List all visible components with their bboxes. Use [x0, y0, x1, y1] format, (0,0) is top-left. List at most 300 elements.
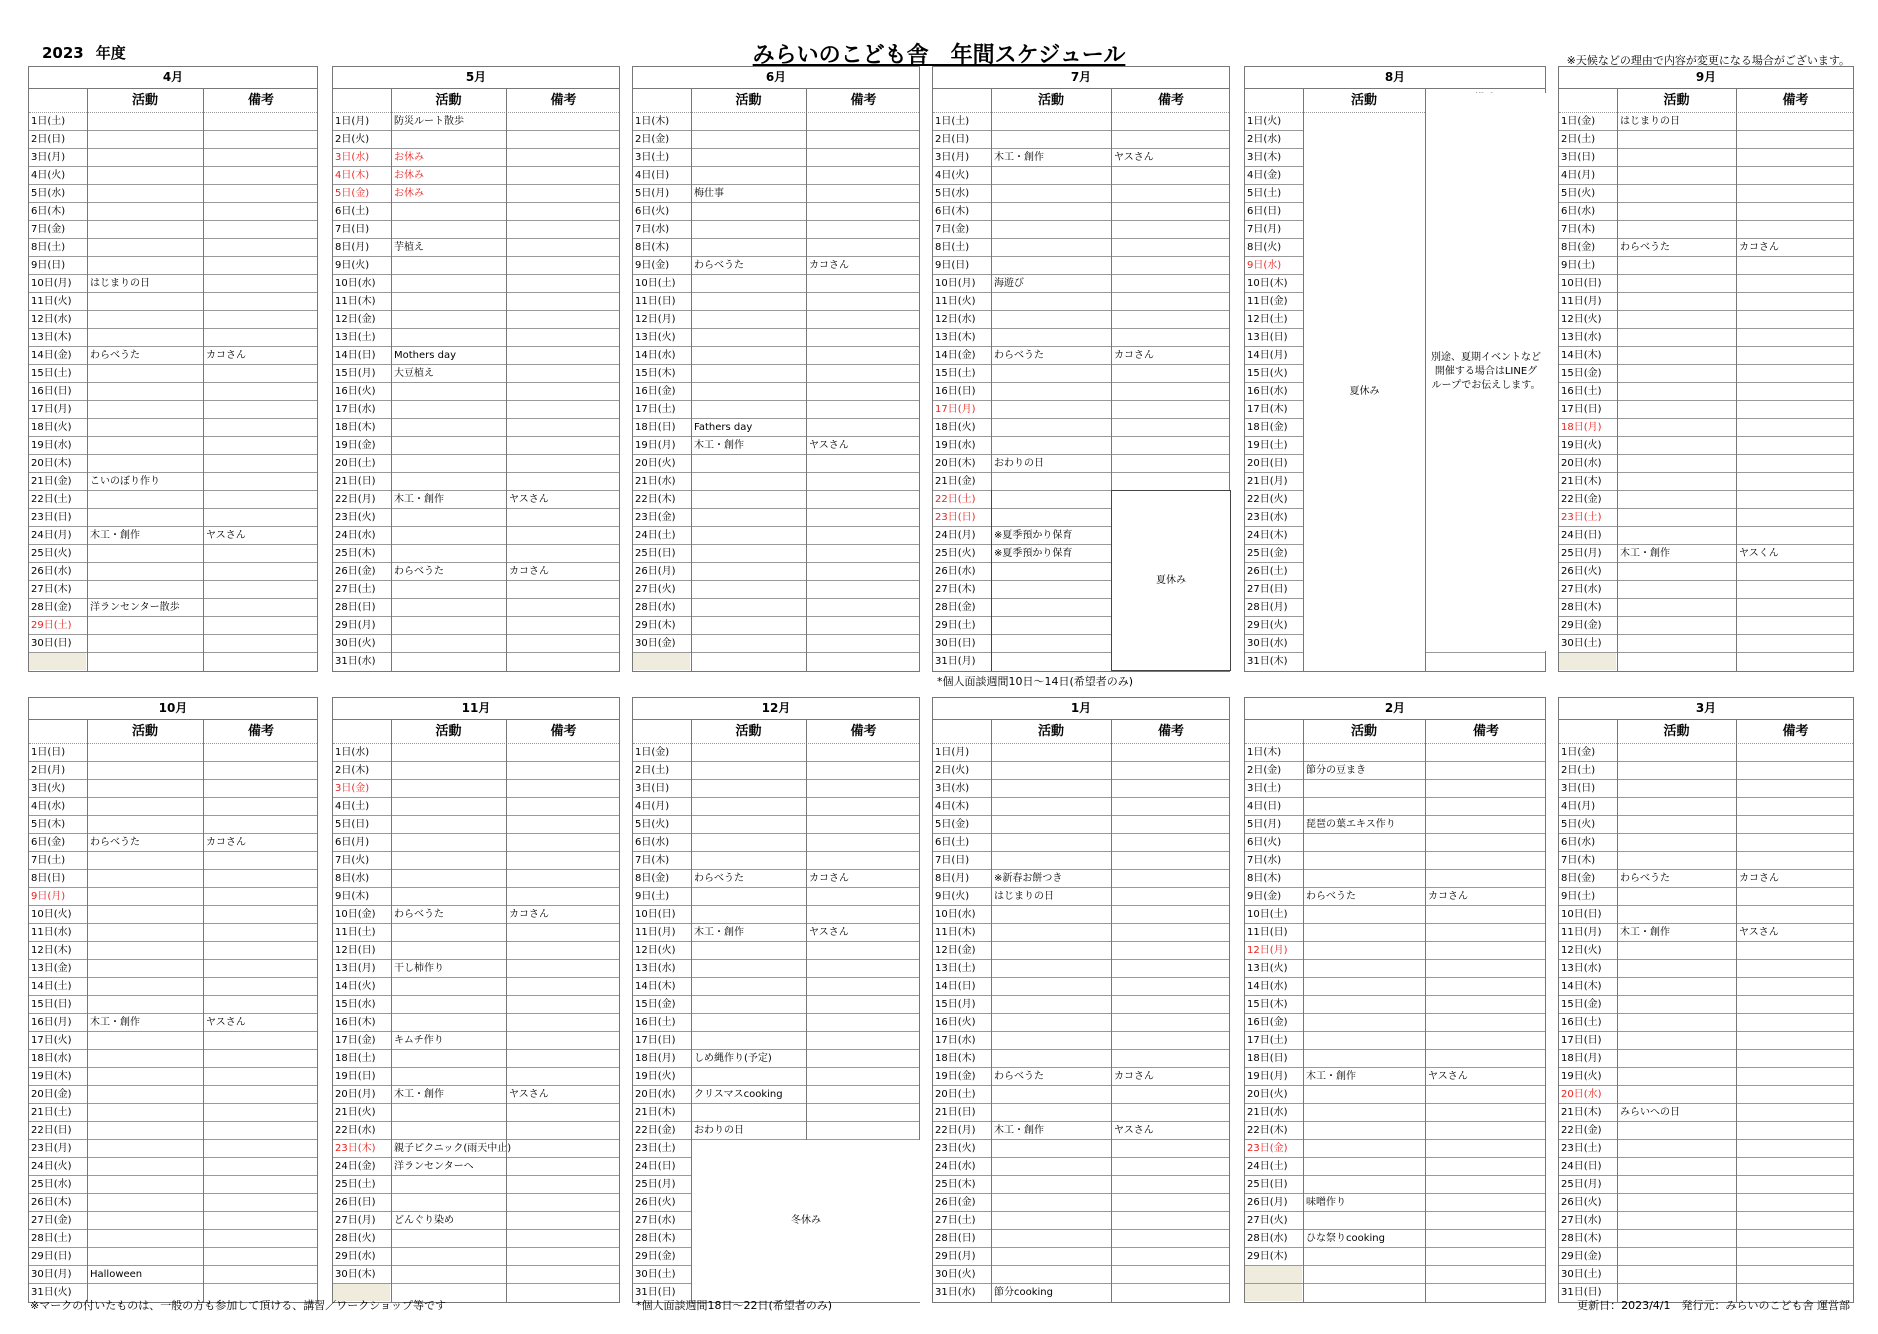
day-date: 5日(火): [1561, 188, 1596, 199]
day-row: [1559, 203, 1853, 221]
day-date: 4日(月): [635, 801, 670, 812]
day-date: 1日(月): [935, 747, 970, 758]
day-row: [1559, 798, 1853, 816]
day-date: 10日(火): [31, 909, 72, 920]
day-date: 12日(金): [335, 314, 376, 325]
notes-header: 備考: [1782, 724, 1809, 739]
day-activity: クリスマスcooking: [694, 1089, 783, 1100]
day-row: [633, 275, 919, 293]
day-row: [633, 978, 919, 996]
day-date: 20日(金): [31, 1089, 72, 1100]
day-row: [633, 293, 919, 311]
day-row: [1559, 1014, 1853, 1032]
day-row: [933, 1158, 1229, 1176]
day-note: ヤスさん: [1114, 1125, 1154, 1136]
day-date: 11日(火): [935, 296, 976, 307]
day-date: 11日(月): [1561, 927, 1602, 938]
day-date: 16日(日): [935, 386, 976, 397]
day-row: [633, 419, 919, 437]
day-date: 12日(月): [1247, 945, 1288, 956]
day-date: 2日(水): [1247, 134, 1282, 145]
day-row: [29, 617, 317, 635]
day-row: [333, 1266, 619, 1284]
day-row: [1559, 617, 1853, 635]
day-date: 26日(金): [935, 1197, 976, 1208]
day-date: 24日(木): [1247, 530, 1288, 541]
day-date: 18日(火): [31, 422, 72, 433]
month-title: 12月: [633, 698, 919, 720]
day-date: 17日(金): [335, 1035, 376, 1046]
day-date: 29日(金): [1561, 1251, 1602, 1262]
day-row: [933, 131, 1229, 149]
day-row: [933, 113, 1229, 131]
day-row: [29, 816, 317, 834]
month-table: [632, 697, 920, 1303]
day-date: 22日(水): [335, 1125, 376, 1136]
day-activity: わらべうた: [1620, 242, 1670, 253]
day-activity: どんぐり染め: [394, 1215, 454, 1226]
day-date: 18日(木): [935, 1053, 976, 1064]
day-date: 14日(月): [1247, 350, 1288, 361]
day-date: 9日(水): [1247, 260, 1282, 271]
day-date: 11日(土): [335, 927, 376, 938]
day-row: [29, 798, 317, 816]
day-row: [633, 239, 919, 257]
day-date: 2日(土): [1561, 765, 1596, 776]
day-date: 17日(日): [1561, 404, 1602, 415]
day-row: [633, 473, 919, 491]
day-date: 31日(火): [31, 1287, 72, 1298]
day-date: 30日(金): [635, 638, 676, 649]
day-row: [1559, 942, 1853, 960]
day-row: [1559, 978, 1853, 996]
day-activity: わらべうた: [1306, 891, 1356, 902]
day-row: [29, 113, 317, 131]
day-row: [933, 834, 1229, 852]
day-row: [333, 167, 619, 185]
day-activity: 防災ルート散歩: [394, 116, 464, 127]
day-date: 15日(火): [1247, 368, 1288, 379]
day-date: 1日(火): [1247, 116, 1282, 127]
day-row: [933, 1230, 1229, 1248]
day-date: 10日(土): [635, 278, 676, 289]
day-row: [933, 365, 1229, 383]
day-date: 1日(金): [1561, 116, 1596, 127]
day-date: 29日(月): [335, 620, 376, 631]
day-date: 11日(金): [1247, 296, 1288, 307]
day-date: 28日(木): [1561, 1233, 1602, 1244]
day-row: [933, 870, 1229, 888]
empty-cell: [633, 653, 690, 670]
summer-break-note: 夏休み: [1111, 490, 1231, 671]
day-row: [633, 744, 919, 762]
day-row: [1559, 239, 1853, 257]
day-date: 19日(金): [335, 440, 376, 451]
month-title: 1月: [933, 698, 1229, 720]
december-interview-note: *個人面談週間18日～22日(希望者のみ): [636, 1299, 833, 1312]
day-row: [933, 960, 1229, 978]
day-row: [1245, 1194, 1545, 1212]
day-date: 30日(土): [1561, 638, 1602, 649]
day-row: [633, 149, 919, 167]
notes-header: 備考: [850, 93, 877, 108]
day-date: 8日(水): [335, 873, 370, 884]
day-activity: 節分cooking: [994, 1287, 1053, 1298]
day-row: [933, 455, 1229, 473]
day-date: 21日(土): [31, 1107, 72, 1118]
day-date: 20日(木): [935, 458, 976, 469]
month-table: [1558, 66, 1854, 672]
day-row: [29, 870, 317, 888]
day-row: [333, 131, 619, 149]
day-row: [1245, 1050, 1545, 1068]
day-activity: わらべうた: [694, 260, 744, 271]
day-date: 9日(金): [1247, 891, 1282, 902]
day-date: 16日(土): [635, 1017, 676, 1028]
day-date: 12日(火): [1561, 945, 1602, 956]
day-row: [333, 798, 619, 816]
notice-text: ※天候などの理由で内容が変更になる場合がございます。: [1566, 54, 1850, 67]
day-row: [29, 906, 317, 924]
day-row: [1559, 1176, 1853, 1194]
day-row: [1559, 744, 1853, 762]
day-row: [1559, 1158, 1853, 1176]
day-row: [1245, 1104, 1545, 1122]
day-date: 26日(火): [1561, 1197, 1602, 1208]
day-date: 30日(火): [335, 638, 376, 649]
day-row: [333, 599, 619, 617]
day-row: [933, 185, 1229, 203]
day-row: [29, 762, 317, 780]
day-row: [1559, 834, 1853, 852]
month-title: 3月: [1559, 698, 1853, 720]
day-date: 6日(月): [335, 837, 370, 848]
day-date: 27日(火): [1247, 1215, 1288, 1226]
day-row: [1559, 545, 1853, 563]
day-row: [333, 113, 619, 131]
day-date: 29日(土): [935, 620, 976, 631]
day-row: [1559, 1104, 1853, 1122]
day-row: [933, 311, 1229, 329]
day-date: 7日(木): [635, 855, 670, 866]
day-row: [29, 888, 317, 906]
day-date: 4日(木): [335, 170, 370, 181]
day-row: [933, 1284, 1229, 1302]
day-date: 8日(土): [935, 242, 970, 253]
day-row: [29, 942, 317, 960]
day-date: 28日(金): [935, 602, 976, 613]
day-date: 1日(月): [335, 116, 370, 127]
day-date: 13日(水): [1561, 963, 1602, 974]
day-date: 17日(日): [635, 1035, 676, 1046]
day-note: ヤスさん: [1428, 1071, 1468, 1082]
day-date: 31日(木): [1247, 656, 1288, 667]
day-activity: 木工・創作: [90, 1017, 140, 1028]
day-date: 12日(水): [935, 314, 976, 325]
day-date: 11日(月): [635, 927, 676, 938]
month-title: 2月: [1245, 698, 1545, 720]
day-row: [29, 1266, 317, 1284]
day-row: [933, 257, 1229, 275]
day-activity: 琵琶の葉エキス作り: [1306, 819, 1396, 830]
day-activity: はじまりの日: [994, 891, 1054, 902]
day-row: [633, 1122, 919, 1140]
day-date: 30日(木): [335, 1269, 376, 1280]
day-row: [333, 527, 619, 545]
day-date: 8日(木): [635, 242, 670, 253]
activity-header: 活動: [1350, 724, 1377, 739]
day-date: 25日(金): [1247, 548, 1288, 559]
day-row: [29, 581, 317, 599]
day-row: [933, 1194, 1229, 1212]
day-date: 6日(金): [31, 837, 66, 848]
day-date: 11日(木): [335, 296, 376, 307]
day-date: 23日(日): [935, 512, 976, 523]
day-row: [1559, 455, 1853, 473]
day-row: [1245, 834, 1545, 852]
day-date: 3日(土): [635, 152, 670, 163]
day-date: 31日(水): [935, 1287, 976, 1298]
activity-header: 活動: [735, 93, 762, 108]
day-activity: 木工・創作: [394, 494, 444, 505]
day-date: 24日(月): [935, 530, 976, 541]
day-row: [633, 509, 919, 527]
day-date: 2日(日): [31, 134, 66, 145]
day-row: [1559, 1230, 1853, 1248]
day-date: 19日(金): [935, 1071, 976, 1082]
day-row: [333, 978, 619, 996]
day-date: 19日(土): [1247, 440, 1288, 451]
day-date: 7日(日): [335, 224, 370, 235]
day-date: 25日(日): [635, 548, 676, 559]
day-date: 22日(木): [635, 494, 676, 505]
day-date: 13日(水): [635, 963, 676, 974]
day-date: 24日(日): [635, 1161, 676, 1172]
day-row: [633, 852, 919, 870]
day-date: 16日(月): [31, 1017, 72, 1028]
day-date: 26日(木): [31, 1197, 72, 1208]
notes-header: 備考: [1782, 93, 1809, 108]
day-date: 19日(日): [335, 1071, 376, 1082]
day-row: [1559, 1068, 1853, 1086]
day-date: 20日(日): [1247, 458, 1288, 469]
day-row: [29, 221, 317, 239]
day-row: [633, 1050, 919, 1068]
day-date: 31日(水): [335, 656, 376, 667]
day-date: 23日(金): [1247, 1143, 1288, 1154]
activity-header: 活動: [1663, 93, 1690, 108]
day-activity: わらべうた: [90, 350, 140, 361]
day-activity: キムチ作り: [394, 1035, 444, 1046]
day-date: 9日(日): [935, 260, 970, 271]
day-date: 17日(水): [935, 1035, 976, 1046]
day-date: 12日(火): [635, 945, 676, 956]
day-row: [333, 383, 619, 401]
day-row: [29, 347, 317, 365]
day-date: 27日(木): [935, 584, 976, 595]
day-row: [633, 491, 919, 509]
day-date: 25日(水): [31, 1179, 72, 1190]
day-date: 30日(日): [31, 638, 72, 649]
day-row: [29, 293, 317, 311]
day-row: [1559, 780, 1853, 798]
month-table: [28, 66, 318, 672]
day-date: 10日(水): [935, 909, 976, 920]
day-date: 24日(日): [1561, 1161, 1602, 1172]
day-date: 10日(日): [635, 909, 676, 920]
day-date: 20日(月): [335, 1089, 376, 1100]
day-activity: おわりの日: [994, 458, 1044, 469]
day-row: [1245, 1068, 1545, 1086]
day-row: [29, 545, 317, 563]
day-row: [29, 275, 317, 293]
day-activity: 洋ランセンター散歩: [90, 602, 180, 613]
activity-header: 活動: [435, 93, 462, 108]
day-row: [29, 1230, 317, 1248]
day-date: 6日(火): [635, 206, 670, 217]
day-row: [933, 293, 1229, 311]
day-row: [933, 852, 1229, 870]
day-row: [1245, 816, 1545, 834]
day-row: [333, 888, 619, 906]
day-row: [1559, 437, 1853, 455]
day-row: [1559, 1050, 1853, 1068]
day-date: 15日(木): [1247, 999, 1288, 1010]
day-row: [1559, 762, 1853, 780]
day-row: [633, 599, 919, 617]
day-row: [333, 924, 619, 942]
day-date: 13日(木): [31, 332, 72, 343]
day-date: 20日(水): [1561, 458, 1602, 469]
day-row: [333, 852, 619, 870]
day-row: [933, 437, 1229, 455]
day-date: 18日(日): [635, 422, 676, 433]
day-note: カコさん: [1114, 1071, 1154, 1082]
day-row: [1245, 996, 1545, 1014]
notes-header: 備考: [1157, 93, 1184, 108]
day-row: [333, 744, 619, 762]
month-title: 8月: [1245, 67, 1545, 89]
day-activity: はじまりの日: [90, 278, 150, 289]
day-date: 4日(日): [635, 170, 670, 181]
day-date: 23日(土): [1561, 1143, 1602, 1154]
day-row: [933, 1086, 1229, 1104]
day-note: カコさん: [1739, 242, 1779, 253]
day-date: 26日(金): [335, 566, 376, 577]
day-date: 1日(木): [635, 116, 670, 127]
day-activity: はじまりの日: [1620, 116, 1680, 127]
day-date: 24日(水): [335, 530, 376, 541]
day-date: 1日(土): [935, 116, 970, 127]
day-activity: 大豆植え: [394, 368, 434, 379]
day-date: 14日(土): [31, 981, 72, 992]
day-date: 10日(日): [1561, 909, 1602, 920]
day-row: [333, 1140, 619, 1158]
day-activity: 木工・創作: [1620, 548, 1670, 559]
day-date: 4日(水): [31, 801, 66, 812]
day-activity: わらべうた: [394, 566, 444, 577]
day-date: 23日(火): [335, 512, 376, 523]
day-row: [29, 852, 317, 870]
day-row: [29, 1176, 317, 1194]
month-table: [332, 697, 620, 1303]
day-date: 10日(土): [1247, 909, 1288, 920]
day-row: [933, 239, 1229, 257]
day-note: カコさん: [1739, 873, 1779, 884]
day-row: [633, 1086, 919, 1104]
day-row: [333, 1248, 619, 1266]
day-row: [29, 365, 317, 383]
day-row: [1559, 1140, 1853, 1158]
day-date: 25日(日): [1247, 1179, 1288, 1190]
day-row: [633, 617, 919, 635]
day-date: 22日(月): [935, 1125, 976, 1136]
day-activity: わらべうた: [394, 909, 444, 920]
day-date: 30日(月): [31, 1269, 72, 1280]
day-date: 1日(金): [1561, 747, 1596, 758]
day-date: 2日(金): [1247, 765, 1282, 776]
day-date: 27日(月): [335, 1215, 376, 1226]
day-date: 25日(木): [335, 548, 376, 559]
day-date: 12日(土): [1247, 314, 1288, 325]
day-row: [633, 942, 919, 960]
day-date: 30日(日): [935, 638, 976, 649]
day-date: 4日(金): [1247, 170, 1282, 181]
day-date: 18日(木): [335, 422, 376, 433]
day-activity: 木工・創作: [90, 530, 140, 541]
day-activity: しめ縄作り(予定): [694, 1053, 772, 1064]
day-row: [1245, 1284, 1545, 1302]
day-note: ヤスさん: [1739, 927, 1779, 938]
day-row: [333, 1086, 619, 1104]
day-row: [1559, 365, 1853, 383]
day-date: 14日(水): [635, 350, 676, 361]
day-row: [633, 816, 919, 834]
day-row: [1245, 906, 1545, 924]
day-date: 25日(火): [935, 548, 976, 559]
day-date: 14日(日): [335, 350, 376, 361]
empty-cell: [29, 653, 86, 670]
day-row: [29, 1248, 317, 1266]
day-date: 6日(火): [1247, 837, 1282, 848]
day-date: 21日(水): [635, 476, 676, 487]
day-row: [29, 131, 317, 149]
day-date: 6日(土): [335, 206, 370, 217]
day-date: 10日(月): [31, 278, 72, 289]
day-date: 29日(月): [935, 1251, 976, 1262]
day-note: ヤスさん: [509, 1089, 549, 1100]
day-row: [933, 1050, 1229, 1068]
day-note: カコさん: [1114, 350, 1154, 361]
day-row: [1559, 311, 1853, 329]
day-row: [933, 888, 1229, 906]
day-date: 5日(土): [1247, 188, 1282, 199]
day-activity: Fathers day: [694, 422, 753, 433]
day-row: [333, 581, 619, 599]
day-date: 4日(土): [335, 801, 370, 812]
day-activity: お休み: [394, 152, 424, 163]
day-row: [333, 437, 619, 455]
day-activity: 洋ランセンターへ: [394, 1161, 474, 1172]
day-date: 8日(金): [1561, 873, 1596, 884]
day-date: 26日(月): [1247, 1197, 1288, 1208]
day-row: [1559, 870, 1853, 888]
month-title: 6月: [633, 67, 919, 89]
day-row: [29, 329, 317, 347]
day-row: [1559, 852, 1853, 870]
empty-cell: [1559, 653, 1616, 670]
notes-header: 備考: [247, 93, 274, 108]
